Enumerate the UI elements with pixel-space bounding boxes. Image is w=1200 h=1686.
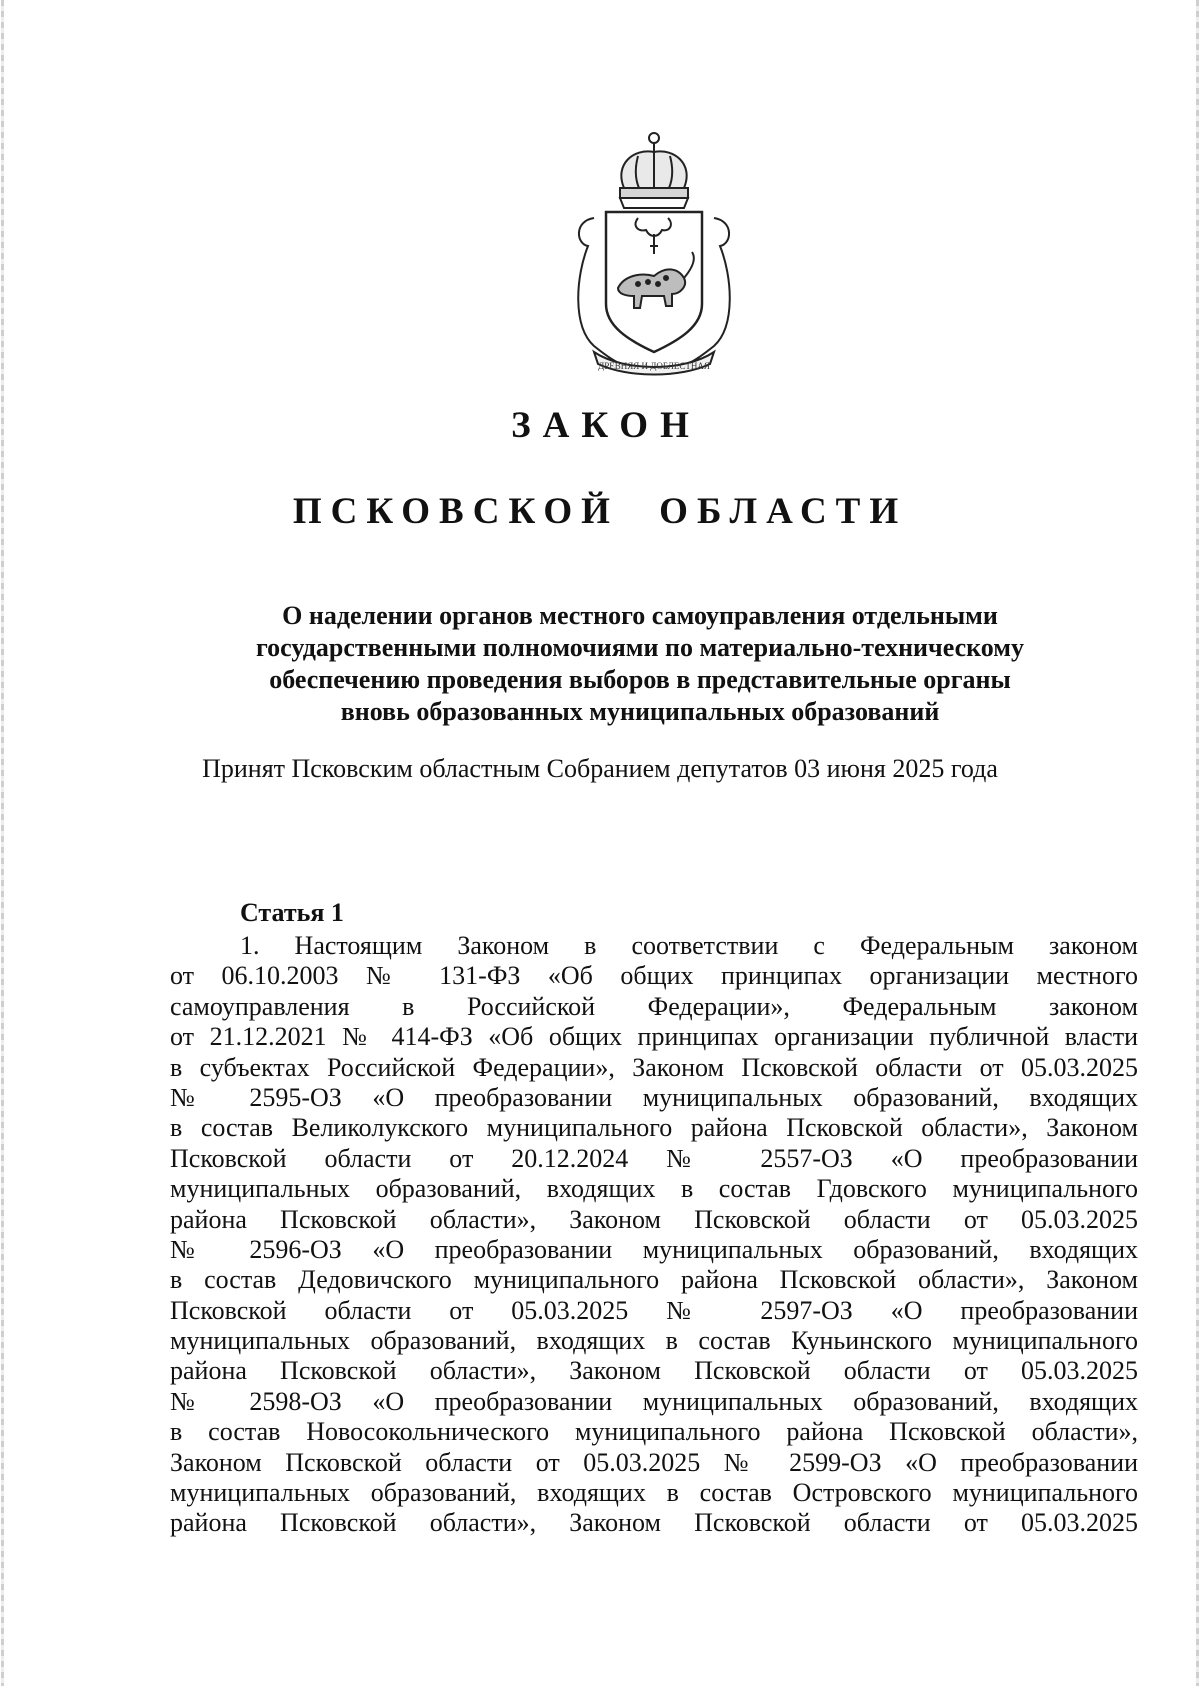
coat-of-arms-icon — [554, 126, 754, 376]
article-line: района Псковской области», Законом Псковской области от 05.03.2025 — [170, 1356, 1138, 1386]
article-line: самоуправления в Российской Федерации», Федеральным законом — [170, 991, 1138, 1021]
article-line: в состав Великолукского муниципального района Псковской области», Законом — [170, 1113, 1138, 1143]
article-line: муниципальных образований, входящих в состав Островского муниципального — [170, 1478, 1138, 1508]
law-title-line: государственными полномочиями по материально-техническому — [256, 633, 1024, 662]
article-line: района Псковской области», Законом Псковской области от 05.03.2025 — [170, 1508, 1138, 1538]
law-title-line: обеспечению проведения выборов в представительные органы — [269, 665, 1011, 694]
article-line: 1. Настоящим Законом в соответствии с Федеральным законом — [240, 931, 1138, 960]
article-line: от 06.10.2003 № 131-ФЗ «Об общих принципах организации местного — [170, 961, 1138, 991]
article-line: № 2596-ОЗ «О преобразовании муниципальных образований, входящих — [170, 1234, 1138, 1264]
article-line: в субъектах Российской Федерации», Законом Псковской области от 05.03.2025 — [170, 1052, 1138, 1082]
law-title-line: вновь образованных муниципальных образований — [340, 697, 940, 726]
article-line: муниципальных образований, входящих в состав Гдовского муниципального — [170, 1174, 1138, 1204]
emblem-motto: ДРЕВНЯЯ И ДОБЛЕСТНАЯ — [598, 361, 710, 371]
region-heading: ПСКОВСКОЙ ОБЛАСТИ — [292, 491, 908, 532]
article-line: № 2595-ОЗ «О преобразовании муниципальных образований, входящих — [170, 1082, 1138, 1112]
article-line: от 21.12.2021 № 414-ФЗ «Об общих принципах организации публичной власти — [170, 1022, 1138, 1052]
article-line: Псковской области от 05.03.2025 № 2597-ОЗ «О преобразовании — [170, 1295, 1138, 1325]
article-body — [170, 931, 1138, 1539]
law-title — [200, 600, 1080, 728]
article-line: муниципальных образований, входящих в состав Куньинского муниципального — [170, 1326, 1138, 1356]
article-line: Псковской области от 20.12.2024 № 2557-ОЗ «О преобразовании — [170, 1143, 1138, 1173]
article-heading: Статья 1 — [240, 898, 344, 927]
article-line: в состав Новосокольнического муниципального района Псковской области», — [170, 1417, 1138, 1447]
document-type-heading: ЗАКОН — [511, 405, 701, 446]
law-title-line: О наделении органов местного самоуправления отдельными — [282, 601, 998, 630]
article-line: Законом Псковской области от 05.03.2025 № 2599-ОЗ «О преобразовании — [170, 1447, 1138, 1477]
article-line: района Псковской области», Законом Псковской области от 05.03.2025 — [170, 1204, 1138, 1234]
scan-edge-right — [1196, 0, 1199, 1686]
adoption-note: Принят Псковским областным Собранием депутатов 03 июня 2025 года — [202, 754, 998, 783]
article-line: № 2598-ОЗ «О преобразовании муниципальных образований, входящих — [170, 1386, 1138, 1416]
article-line: в состав Дедовичского муниципального района Псковской области», Законом — [170, 1265, 1138, 1295]
scan-edge-left — [1, 0, 4, 1686]
